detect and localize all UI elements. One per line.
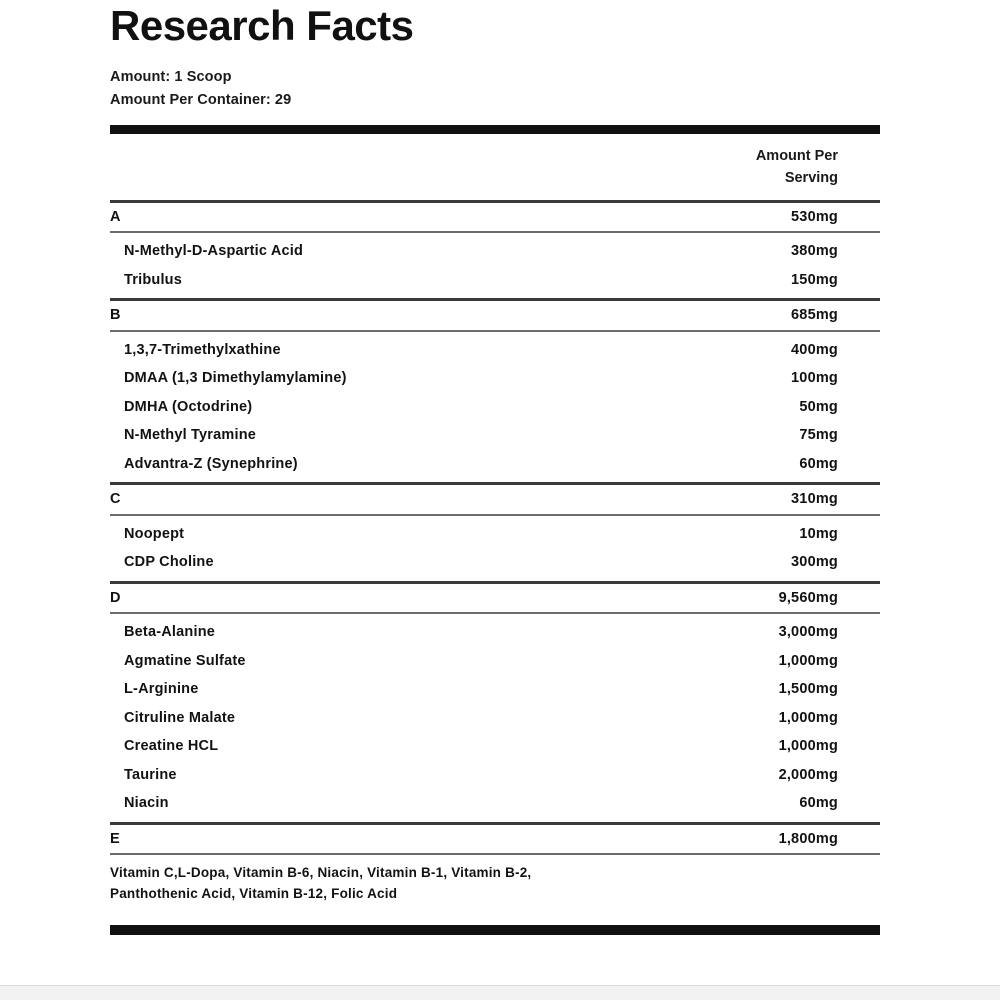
divider-thick-bottom: [110, 925, 880, 935]
ingredient-row: [110, 647, 880, 676]
ingredient-row: [110, 618, 880, 647]
ingredient-amount: 150mg: [791, 271, 838, 288]
ingredient-amount: 75mg: [799, 427, 838, 444]
group-amount: 685mg: [791, 307, 838, 324]
ingredient-name: DMHA (Octodrine): [124, 398, 253, 415]
group-name: C: [110, 491, 121, 508]
ingredient-row: [110, 336, 880, 365]
ingredient-row: [110, 237, 880, 266]
ingredient-name: CDP Choline: [124, 554, 214, 571]
footer-strip: [0, 985, 1000, 1000]
ingredient-name: DMAA (1,3 Dimethylamylamine): [124, 370, 347, 387]
ingredient-row: [110, 364, 880, 393]
blend-line: Panthothenic Acid, Vitamin B-12, Folic Acid: [110, 885, 398, 901]
ingredient-row: [110, 548, 880, 577]
ingredient-row: [110, 266, 880, 295]
amount-per-serving-header: [110, 134, 880, 200]
ingredient-row: [110, 704, 880, 733]
ingredient-name: Taurine: [124, 766, 177, 783]
ingredient-name: N-Methyl-D-Aspartic Acid: [124, 243, 304, 260]
page-title: Research Facts: [110, 2, 414, 49]
ingredient-amount: 50mg: [799, 398, 838, 415]
ingredient-amount: 1,000mg: [778, 709, 838, 726]
group-name: D: [110, 589, 121, 606]
ingredient-name: Niacin: [124, 795, 169, 812]
ingredient-name: L-Arginine: [124, 681, 199, 698]
ingredient-name: Beta-Alanine: [124, 624, 216, 641]
ingredient-name: N-Methyl Tyramine: [124, 427, 257, 444]
ingredient-row: [110, 675, 880, 704]
ingredient-row: [110, 421, 880, 450]
ingredient-amount: 300mg: [791, 554, 838, 571]
ingredient-name: Tribulus: [124, 271, 182, 288]
ingredient-amount: 380mg: [791, 243, 838, 260]
ingredient-amount: 1,000mg: [778, 738, 838, 755]
serving-size-line: Amount: 1 Scoop: [110, 69, 232, 86]
ingredient-row: [110, 520, 880, 549]
group-name: A: [110, 208, 121, 225]
ingredient-name: Agmatine Sulfate: [124, 652, 246, 669]
ingredient-row: [110, 789, 880, 818]
group-row-d: [110, 584, 880, 613]
servings-per-container-line: Amount Per Container: 29: [110, 91, 292, 108]
group-row-e: [110, 825, 880, 854]
ingredient-amount: 100mg: [791, 370, 838, 387]
group-name: B: [110, 307, 121, 324]
ingredient-name: Creatine HCL: [124, 738, 219, 755]
ingredient-name: Advantra-Z (Synephrine): [124, 455, 298, 472]
blend-line: Vitamin C,L-Dopa, Vitamin B-6, Niacin, Vitamin B-1, Vitamin B-2,: [110, 865, 532, 881]
group-amount: 9,560mg: [778, 589, 838, 606]
ingredient-amount: 2,000mg: [778, 766, 838, 783]
ingredient-amount: 60mg: [799, 455, 838, 472]
ingredient-row: [110, 450, 880, 479]
group-row-a: [110, 203, 880, 232]
amount-per-serving-header-line2: Serving: [784, 169, 838, 186]
ingredient-row: [110, 393, 880, 422]
group-name: E: [110, 830, 120, 847]
ingredient-amount: 400mg: [791, 341, 838, 358]
ingredient-row: [110, 732, 880, 761]
group-amount: 1,800mg: [778, 830, 838, 847]
group-amount: 530mg: [791, 208, 838, 225]
group-amount: 310mg: [791, 491, 838, 508]
ingredient-name: Citruline Malate: [124, 709, 236, 726]
group-row-b: [110, 301, 880, 330]
group-row-c: [110, 485, 880, 514]
divider-thick-top: [110, 125, 880, 134]
ingredient-amount: 1,000mg: [778, 652, 838, 669]
ingredient-row: [110, 761, 880, 790]
ingredient-amount: 60mg: [799, 795, 838, 812]
ingredient-amount: 10mg: [799, 525, 838, 542]
serving-info: [110, 66, 880, 111]
blend-ingredient-list: [110, 855, 880, 915]
ingredient-name: 1,3,7-Trimethylxathine: [124, 341, 281, 358]
amount-per-serving-header-line1: Amount Per: [755, 148, 838, 165]
ingredient-amount: 3,000mg: [778, 624, 838, 641]
ingredient-name: Noopept: [124, 525, 185, 542]
ingredient-amount: 1,500mg: [778, 681, 838, 698]
